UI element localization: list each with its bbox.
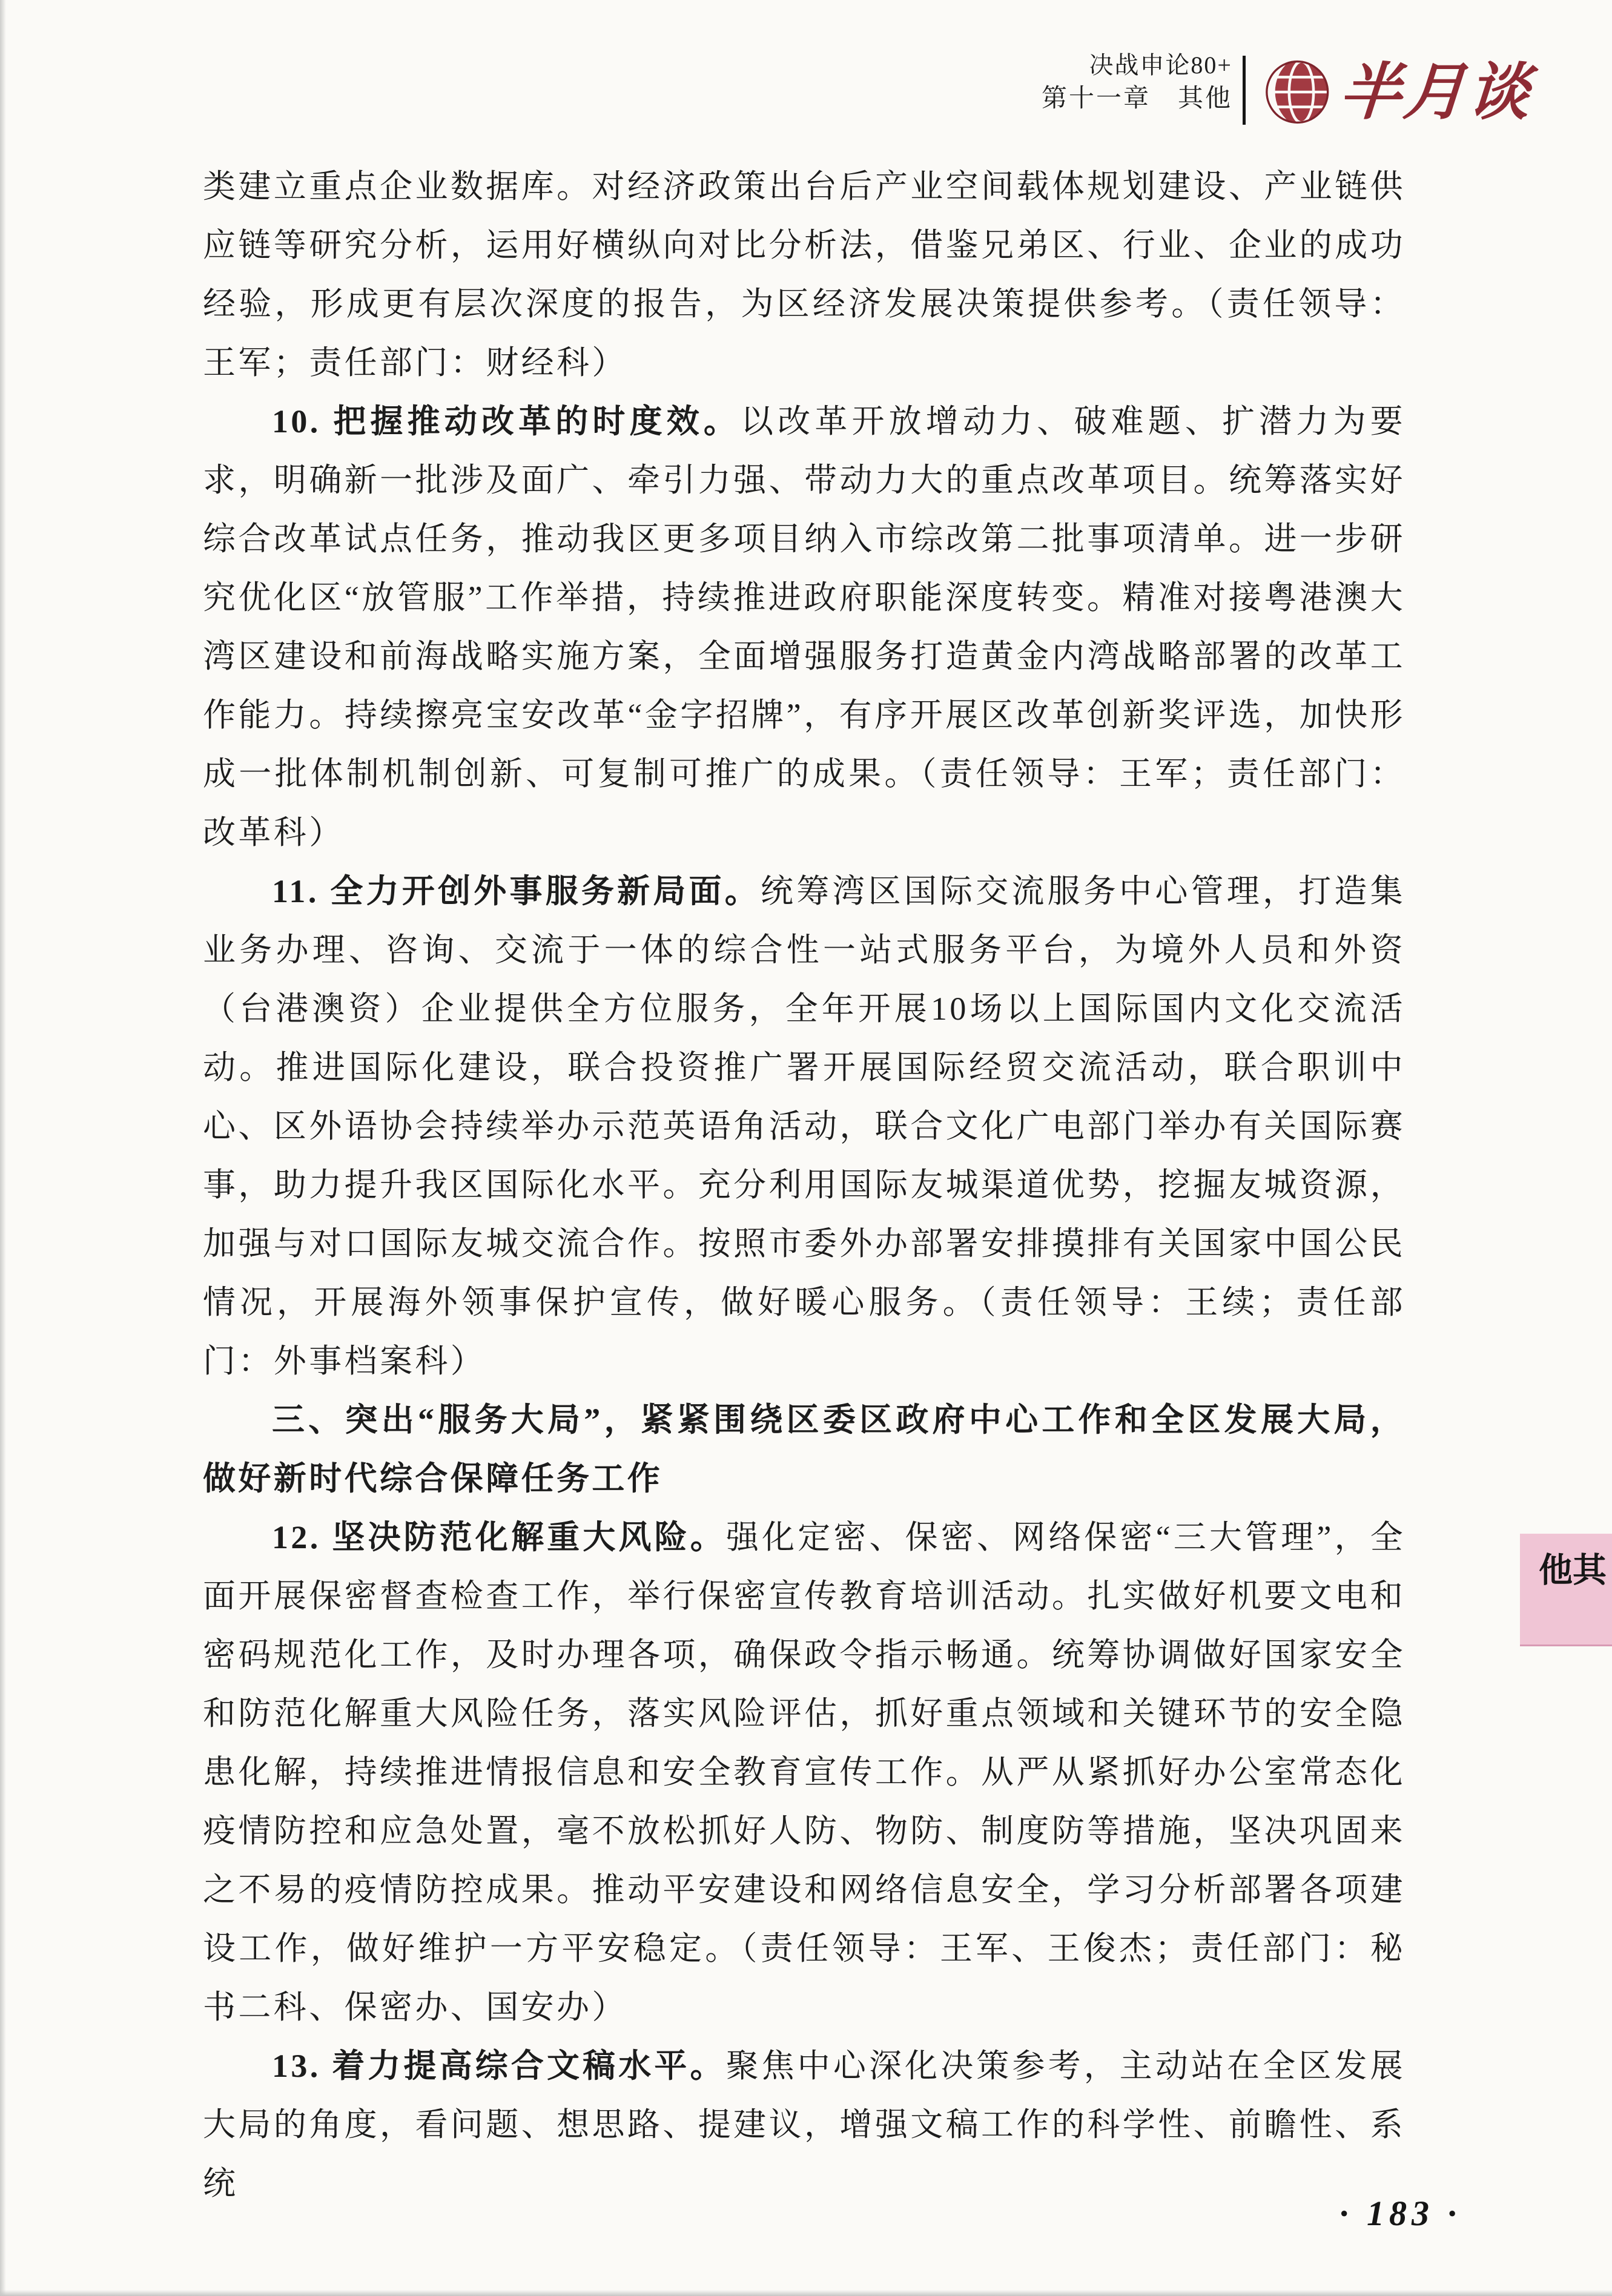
paragraph-lead: 12. 坚决防范化解重大风险。 bbox=[272, 1519, 726, 1555]
paragraph-text: 强化定密、保密、网络保密“三大管理”，全面开展保密督查检查工作，举行保密宣传教育培训活动。扎实做好机要文电和密码规范化工作，及时办理各项，确保政令指示畅通。统筹协调做好国家安全和防范化解重大风险任务，落实风险评估，抓好重点领域和关键环节的安全隐患化解，持续推进情报信息和安全教育宣传工作。从严从紧抓好办公室常态化疫情防控和应急处置，毫不放松抓好人防、物防、制度防等措施，坚决巩固来之不易的疫情防控成果。推动平安建设和网络信息安全，学习分析部署各项建设工作，做好维护一方平安稳定。（责任领导：王军、王俊杰；责任部门：秘书二科、保密办、国安办） bbox=[203, 1519, 1406, 2025]
globe-icon bbox=[1262, 58, 1330, 126]
header-divider bbox=[1243, 56, 1246, 125]
paragraph-text: 聚焦中心深化决策参考，主动站在全区发展大局的角度，看问题、想思路、提建议，增强文稿工作的科学性、前瞻性、系统 bbox=[203, 2048, 1406, 2202]
logo-text: 半月谈 bbox=[1337, 58, 1534, 127]
banyuetan-logo bbox=[1262, 58, 1532, 126]
section-heading-text: 三、突出“服务大局”，紧紧围绕区委区政府中心工作和全区发展大局，做好新时代综合保障任务工作 bbox=[203, 1402, 1406, 1497]
paragraph-text: 统筹湾区国际交流服务中心管理，打造集业务办理、咨询、交流于一体的综合性一站式服务平台，为境外人员和外资（台港澳资）企业提供全方位服务，全年开展10场以上国际国内文化交流活动。推进国际化建设，联合投资推广署开展国际经贸交流活动，联合职训中心、区外语协会持续举办示范英语角活动，联合文化广电部门举办有关国际赛事，助力提升我区国际化水平。充分利用国际友城渠道优势，挖掘友城资源，加强与对口国际友城交流合作。按照市委外办部署安排摸排有关国家中国公民情况，开展海外领事保护宣传，做好暖心服务。（责任领导：王续；责任部门：外事档案科） bbox=[203, 873, 1406, 1379]
scan-edge-bottom bbox=[0, 2290, 1612, 2296]
page-body bbox=[203, 157, 1406, 2213]
paragraph-text: 以改革开放增动力、破难题、扩潜力为要求，明确新一批涉及面广、牵引力强、带动力大的重点改革项目。统筹落实好综合改革试点任务，推动我区更多项目纳入市综改第二批事项清单。进一步研究优化区“放管服”工作举措，持续推进政府职能深度转变。精准对接粤港澳大湾区建设和前海战略实施方案，全面增强服务打造黄金内湾战略部署的改革工作能力。持续擦亮宝安改革“金字招牌”，有序开展区改革创新奖评选，加快形成一批体制机制创新、可复制可推广的成果。（责任领导：王军；责任部门：改革科） bbox=[203, 403, 1406, 851]
paragraph-12 bbox=[203, 1508, 1406, 2037]
paragraph-lead: 11. 全力开创外事服务新局面。 bbox=[272, 873, 761, 909]
chapter-tab-qita bbox=[1520, 1534, 1612, 1646]
page-number: · 183 · bbox=[1339, 2194, 1461, 2233]
series-title: 决战申论80+ bbox=[1089, 51, 1232, 79]
paragraph-13 bbox=[203, 2037, 1406, 2213]
scan-edge-left bbox=[0, 0, 6, 2296]
paragraph-lead: 10. 把握推动改革的时度效。 bbox=[272, 403, 741, 440]
chapter-title: 第十一章 其他 bbox=[1041, 85, 1232, 113]
section-heading-three bbox=[203, 1391, 1406, 1508]
paragraph-10 bbox=[203, 392, 1406, 862]
page-header-titles bbox=[1023, 53, 1232, 111]
chapter-tab-label: 其他 bbox=[1534, 1552, 1605, 1600]
paragraph-11 bbox=[203, 862, 1406, 1391]
paragraph-lead: 13. 着力提高综合文稿水平。 bbox=[272, 2048, 726, 2084]
paragraph-text: 类建立重点企业数据库。对经济政策出台后产业空间载体规划建设、产业链供应链等研究分析，运用好横纵向对比分析法，借鉴兄弟区、行业、企业的成功经验，形成更有层次深度的报告，为区经济发展决策提供参考。（责任领导：王军；责任部门：财经科） bbox=[203, 168, 1406, 381]
paragraph-continuation bbox=[203, 157, 1406, 392]
